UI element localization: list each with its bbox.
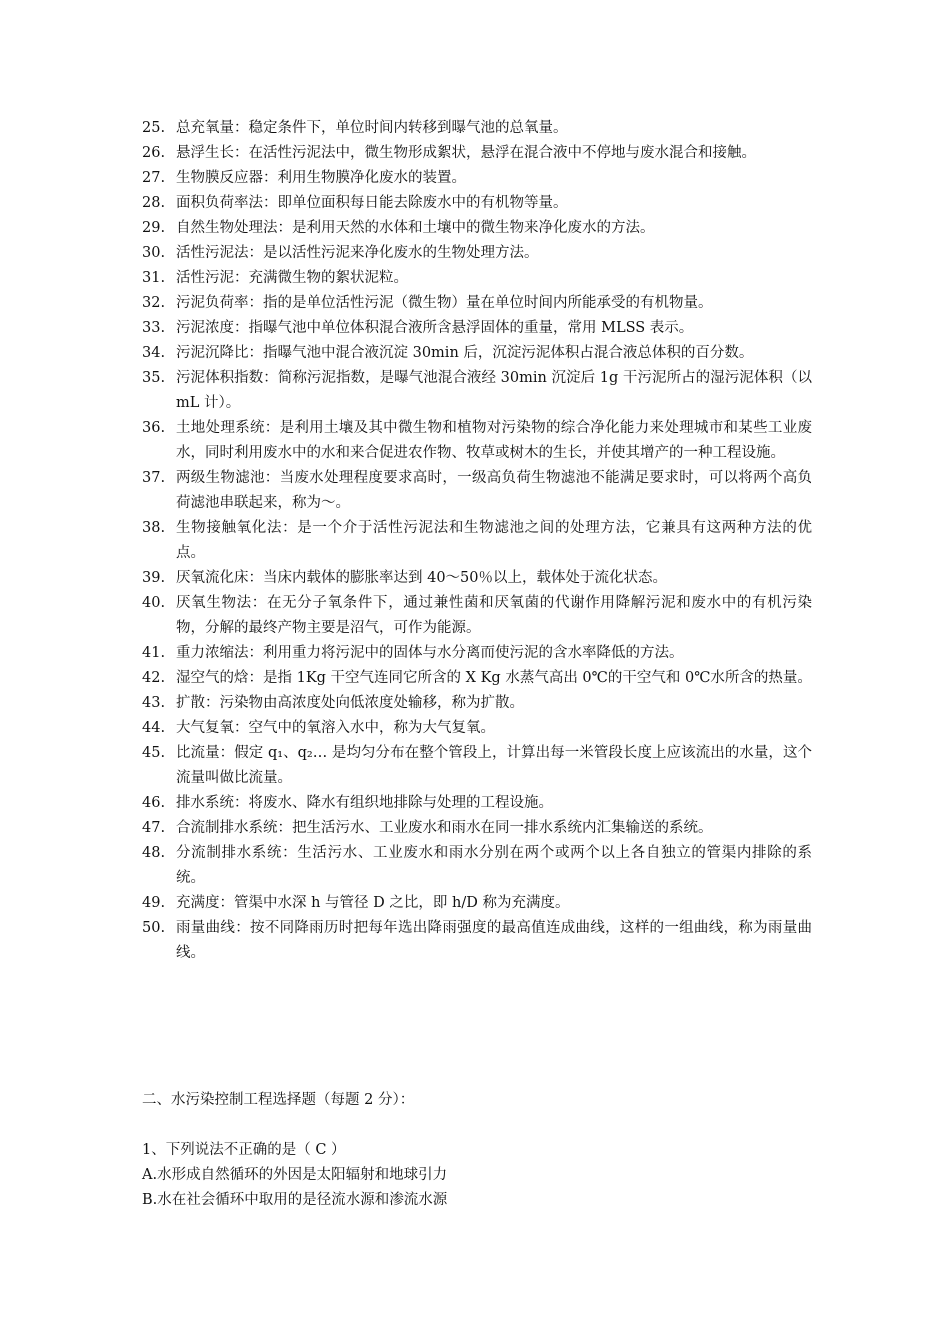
definition-text: 湿空气的焓：是指 1Kg 干空气连同它所含的 X Kg 水蒸气高出 0℃的干空气和 0℃水所含的热量。 bbox=[176, 670, 812, 686]
definition-text: 分流制排水系统：生活污水、工业废水和雨水分别在两个或两个以上各自独立的管渠内排除的系统。 bbox=[176, 845, 812, 886]
definition-item bbox=[142, 416, 812, 466]
definition-number: 33. bbox=[142, 320, 166, 336]
definition-number: 50. bbox=[142, 920, 166, 936]
definition-number: 43. bbox=[142, 695, 166, 711]
definition-number: 39. bbox=[142, 570, 166, 586]
definition-number: 35. bbox=[142, 370, 166, 386]
definition-text: 大气复氧：空气中的氧溶入水中，称为大气复氧。 bbox=[176, 720, 495, 736]
definition-item bbox=[142, 316, 812, 341]
question-1 bbox=[142, 1138, 447, 1213]
definition-number: 26. bbox=[142, 145, 166, 161]
definition-number: 37. bbox=[142, 470, 166, 486]
definition-item bbox=[142, 266, 812, 291]
definition-number: 41. bbox=[142, 645, 166, 661]
definition-text: 自然生物处理法：是利用天然的水体和土壤中的微生物来净化废水的方法。 bbox=[176, 220, 655, 236]
option-a: A.水形成自然循环的外因是太阳辐射和地球引力 bbox=[142, 1167, 448, 1183]
definition-item bbox=[142, 366, 812, 416]
definition-text: 雨量曲线：按不同降雨历时把每年选出降雨强度的最高值连成曲线，这样的一组曲线，称为雨量曲线。 bbox=[176, 920, 812, 961]
definition-number: 32. bbox=[142, 295, 166, 311]
definition-item bbox=[142, 691, 812, 716]
definition-text: 土地处理系统：是利用土壤及其中微生物和植物对污染物的综合净化能力来处理城市和某些工业废水，同时利用废水中的水和来合促进农作物、牧草或树木的生长，并使其增产的一种工程设施。 bbox=[176, 420, 812, 461]
definition-text: 污泥体积指数：简称污泥指数，是曝气池混合液经 30min 沉淀后 1g 干污泥所占的湿污泥体积（以 mL 计）。 bbox=[176, 370, 812, 411]
definition-text: 合流制排水系统：把生活污水、工业废水和雨水在同一排水系统内汇集输送的系统。 bbox=[176, 820, 713, 836]
definition-text: 充满度：管渠中水深 h 与管径 D 之比，即 h/D 称为充满度。 bbox=[176, 895, 570, 911]
definition-item bbox=[142, 291, 812, 316]
definition-item bbox=[142, 466, 812, 516]
definition-number: 27. bbox=[142, 170, 166, 186]
definition-text: 生物接触氧化法：是一个介于活性污泥法和生物滤池之间的处理方法，它兼具有这两种方法的优点。 bbox=[176, 520, 812, 561]
definition-number: 40. bbox=[142, 595, 166, 611]
option-b: B.水在社会循环中取用的是径流水源和渗流水源 bbox=[142, 1192, 448, 1208]
definition-item bbox=[142, 591, 812, 641]
definition-text: 悬浮生长：在活性污泥法中，微生物形成絮状，悬浮在混合液中不停地与废水混合和接触。 bbox=[176, 145, 756, 161]
definition-text: 比流量：假定 q₁、q₂… 是均匀分布在整个管段上，计算出每一米管段长度上应该流出的水量，这个流量叫做比流量。 bbox=[176, 745, 812, 786]
definition-item bbox=[142, 341, 812, 366]
definition-number: 45. bbox=[142, 745, 166, 761]
definition-text: 重力浓缩法：利用重力将污泥中的固体与水分离而使污泥的含水率降低的方法。 bbox=[176, 645, 684, 661]
definition-text: 污泥沉降比：指曝气池中混合液沉淀 30min 后，沉淀污泥体积占混合液总体积的百分数。 bbox=[176, 345, 754, 361]
definition-item bbox=[142, 816, 812, 841]
definition-number: 44. bbox=[142, 720, 166, 736]
definition-item bbox=[142, 516, 812, 566]
definition-item bbox=[142, 116, 812, 141]
definition-item bbox=[142, 216, 812, 241]
definition-item bbox=[142, 891, 812, 916]
definition-text: 生物膜反应器：利用生物膜净化废水的装置。 bbox=[176, 170, 466, 186]
definition-text: 总充氧量：稳定条件下，单位时间内转移到曝气池的总氧量。 bbox=[176, 120, 568, 136]
definition-list bbox=[142, 116, 812, 966]
definition-number: 48. bbox=[142, 845, 166, 861]
definition-number: 42. bbox=[142, 670, 166, 686]
definition-number: 46. bbox=[142, 795, 166, 811]
definition-number: 47. bbox=[142, 820, 166, 836]
definition-item bbox=[142, 191, 812, 216]
definition-number: 30. bbox=[142, 245, 166, 261]
definition-item bbox=[142, 641, 812, 666]
definition-number: 28. bbox=[142, 195, 166, 211]
definition-item bbox=[142, 566, 812, 591]
definition-item bbox=[142, 716, 812, 741]
definition-number: 29. bbox=[142, 220, 166, 236]
definition-item bbox=[142, 166, 812, 191]
definition-text: 排水系统：将废水、降水有组织地排除与处理的工程设施。 bbox=[176, 795, 553, 811]
definition-number: 36. bbox=[142, 420, 166, 436]
definition-text: 活性污泥：充满微生物的絮状泥粒。 bbox=[176, 270, 408, 286]
definition-text: 污泥浓度：指曝气池中单位体积混合液所含悬浮固体的重量，常用 MLSS 表示。 bbox=[176, 320, 694, 336]
definition-item bbox=[142, 841, 812, 891]
definition-number: 31. bbox=[142, 270, 166, 286]
definition-number: 34. bbox=[142, 345, 166, 361]
definition-text: 扩散：污染物由高浓度处向低浓度处输移，称为扩散。 bbox=[176, 695, 524, 711]
definition-item bbox=[142, 666, 812, 691]
definition-text: 面积负荷率法：即单位面积每日能去除废水中的有机物等量。 bbox=[176, 195, 568, 211]
definition-item bbox=[142, 141, 812, 166]
section-heading: 二、水污染控制工程选择题（每题 2 分）： bbox=[142, 1092, 415, 1108]
definition-text: 厌氧生物法：在无分子氧条件下，通过兼性菌和厌氧菌的代谢作用降解污泥和废水中的有机污染物，分解的最终产物主要是沼气，可作为能源。 bbox=[176, 595, 812, 636]
definition-number: 49. bbox=[142, 895, 166, 911]
question-stem: 1、下列说法不正确的是（ C ） bbox=[142, 1142, 346, 1158]
definition-item bbox=[142, 916, 812, 966]
definition-text: 污泥负荷率：指的是单位活性污泥（微生物）量在单位时间内所能承受的有机物量。 bbox=[176, 295, 713, 311]
definition-text: 活性污泥法：是以活性污泥来净化废水的生物处理方法。 bbox=[176, 245, 539, 261]
definition-item bbox=[142, 241, 812, 266]
definition-text: 两级生物滤池：当废水处理程度要求高时，一级高负荷生物滤池不能满足要求时，可以将两个高负荷滤池串联起来，称为～。 bbox=[176, 470, 812, 511]
definition-number: 25. bbox=[142, 120, 166, 136]
definition-text: 厌氧流化床：当床内载体的膨胀率达到 40～50％以上，载体处于流化状态。 bbox=[176, 570, 668, 586]
definition-item bbox=[142, 741, 812, 791]
definition-item bbox=[142, 791, 812, 816]
definition-number: 38. bbox=[142, 520, 166, 536]
